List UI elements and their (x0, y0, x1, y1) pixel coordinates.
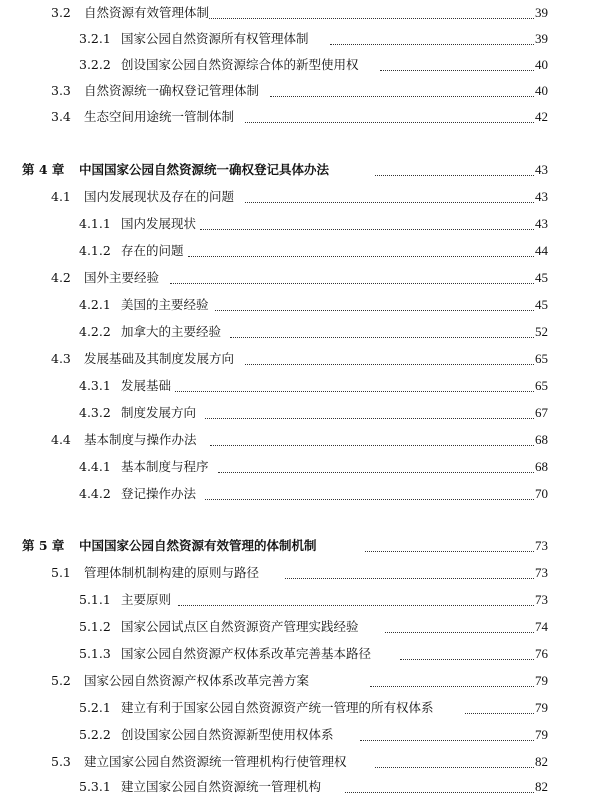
toc-page-number: 45 (535, 292, 548, 318)
toc-page-number: 73 (535, 533, 548, 559)
toc-subsection-3-2-1[interactable] (0, 26, 602, 52)
toc-chapter-title: 中国国家公园自然资源有效管理的体制机制 (79, 533, 317, 559)
toc-title: 加拿大的主要经验 (121, 319, 221, 345)
toc-page-number: 73 (535, 587, 548, 613)
toc-title: 主要原则 (121, 587, 171, 613)
toc-title: 国内发展现状及存在的问题 (84, 184, 234, 210)
toc-page-number: 79 (535, 695, 548, 721)
toc-number: 5.1.3 (79, 641, 111, 667)
toc-number: 4.2.2 (79, 319, 111, 345)
toc-section-4-1[interactable] (0, 184, 602, 210)
toc-section-5-2[interactable] (0, 668, 602, 694)
toc-chapter-5[interactable] (0, 533, 602, 559)
toc-title: 建立国家公园自然资源统一管理机构 (121, 774, 321, 800)
toc-subsection-4-2-1[interactable] (0, 292, 602, 318)
toc-chapter-title: 中国国家公园自然资源统一确权登记具体办法 (79, 157, 329, 183)
toc-number: 5.2 (51, 668, 71, 694)
toc-number: 3.2 (51, 0, 71, 26)
toc-subsection-5-2-2[interactable] (0, 722, 602, 748)
toc-number: 4.2.1 (79, 292, 111, 318)
toc-page-number: 74 (535, 614, 548, 640)
toc-section-3-2[interactable] (0, 0, 602, 26)
toc-subsection-4-1-1[interactable] (0, 211, 602, 237)
toc-section-4-2[interactable] (0, 265, 602, 291)
toc-page-number: 43 (535, 211, 548, 237)
toc-title: 国内发展现状 (121, 211, 196, 237)
toc-chapter-4[interactable] (0, 157, 602, 183)
toc-title: 创设国家公园自然资源新型使用权体系 (121, 722, 334, 748)
toc-number: 4.4.2 (79, 481, 111, 507)
toc-title: 基本制度与程序 (121, 454, 209, 480)
toc-number: 4.3.2 (79, 400, 111, 426)
toc-number: 5.2.1 (79, 695, 111, 721)
toc-subsection-4-2-2[interactable] (0, 319, 602, 345)
toc-number: 4.4 (51, 427, 71, 453)
toc-number: 3.3 (51, 78, 71, 104)
toc-title: 存在的问题 (121, 238, 184, 264)
toc-title: 基本制度与操作办法 (84, 427, 197, 453)
toc-page-number: 67 (535, 400, 548, 426)
toc-chapter-number: 第 5 章 (22, 533, 64, 559)
toc-number: 5.3 (51, 749, 71, 775)
toc-title: 管理体制机制构建的原则与路径 (84, 560, 259, 586)
toc-section-5-1[interactable] (0, 560, 602, 586)
toc-section-5-3[interactable] (0, 749, 602, 775)
toc-section-3-4[interactable] (0, 104, 602, 130)
toc-title: 国外主要经验 (84, 265, 159, 291)
toc-number: 5.3.1 (79, 774, 111, 800)
toc-subsection-4-3-1[interactable] (0, 373, 602, 399)
toc-title: 发展基础 (121, 373, 171, 399)
toc-title: 国家公园自然资源产权体系改革完善基本路径 (121, 641, 371, 667)
toc-number: 4.2 (51, 265, 71, 291)
toc-page-number: 70 (535, 481, 548, 507)
toc-number: 3.2.2 (79, 52, 111, 78)
toc-subsection-5-1-1[interactable] (0, 587, 602, 613)
toc-page-number: 40 (535, 78, 548, 104)
toc-title: 创设国家公园自然资源综合体的新型使用权 (121, 52, 359, 78)
toc-page-number: 76 (535, 641, 548, 667)
toc-section-3-3[interactable] (0, 78, 602, 104)
toc-section-4-4[interactable] (0, 427, 602, 453)
toc-subsection-4-1-2[interactable] (0, 238, 602, 264)
toc-title: 建立国家公园自然资源统一管理机构行使管理权 (84, 749, 347, 775)
toc-page-number: 52 (535, 319, 548, 345)
toc-page-number: 68 (535, 454, 548, 480)
toc-subsection-3-2-2[interactable] (0, 52, 602, 78)
toc-number: 4.4.1 (79, 454, 111, 480)
toc-number: 5.2.2 (79, 722, 111, 748)
toc-number: 4.3.1 (79, 373, 111, 399)
toc-page-number: 82 (535, 774, 548, 800)
toc-page-number: 65 (535, 346, 548, 372)
toc-page-number: 39 (535, 0, 548, 26)
toc-subsection-5-1-2[interactable] (0, 614, 602, 640)
toc-page-number: 79 (535, 722, 548, 748)
toc-page-number: 68 (535, 427, 548, 453)
toc-title: 国家公园自然资源产权体系改革完善方案 (84, 668, 309, 694)
toc-title: 建立有利于国家公园自然资源资产统一管理的所有权体系 (121, 695, 434, 721)
toc-title: 自然资源统一确权登记管理体制 (84, 78, 259, 104)
toc-number: 4.1 (51, 184, 71, 210)
toc-subsection-5-2-1[interactable] (0, 695, 602, 721)
toc-page-number: 42 (535, 104, 548, 130)
toc-page-number: 73 (535, 560, 548, 586)
toc-title: 制度发展方向 (121, 400, 196, 426)
toc-page-number: 40 (535, 52, 548, 78)
toc-subsection-4-4-2[interactable] (0, 481, 602, 507)
toc-page-number: 79 (535, 668, 548, 694)
toc-title: 国家公园试点区自然资源资产管理实践经验 (121, 614, 359, 640)
toc-page-number: 82 (535, 749, 548, 775)
toc-number: 4.3 (51, 346, 71, 372)
toc-section-4-3[interactable] (0, 346, 602, 372)
toc-page-number: 45 (535, 265, 548, 291)
toc-title: 国家公园自然资源所有权管理体制 (121, 26, 309, 52)
toc-title: 自然资源有效管理体制 (84, 0, 209, 26)
toc-number: 5.1.2 (79, 614, 111, 640)
toc-title: 发展基础及其制度发展方向 (84, 346, 234, 372)
toc-number: 5.1.1 (79, 587, 111, 613)
toc-number: 4.1.2 (79, 238, 111, 264)
toc-chapter-number: 第 4 章 (22, 157, 64, 183)
toc-page-number: 43 (535, 184, 548, 210)
toc-page-number: 44 (535, 238, 548, 264)
toc-number: 4.1.1 (79, 211, 111, 237)
toc-page-number: 39 (535, 26, 548, 52)
toc-subsection-5-3-1[interactable] (0, 774, 602, 800)
toc-subsection-5-1-3[interactable] (0, 641, 602, 667)
toc-subsection-4-4-1[interactable] (0, 454, 602, 480)
toc-title: 美国的主要经验 (121, 292, 209, 318)
toc-page-number: 43 (535, 157, 548, 183)
toc-number: 5.1 (51, 560, 71, 586)
toc-title: 登记操作办法 (121, 481, 196, 507)
toc-number: 3.2.1 (79, 26, 111, 52)
toc-subsection-4-3-2[interactable] (0, 400, 602, 426)
toc-page-number: 65 (535, 373, 548, 399)
toc-title: 生态空间用途统一管制体制 (84, 104, 234, 130)
toc-number: 3.4 (51, 104, 71, 130)
